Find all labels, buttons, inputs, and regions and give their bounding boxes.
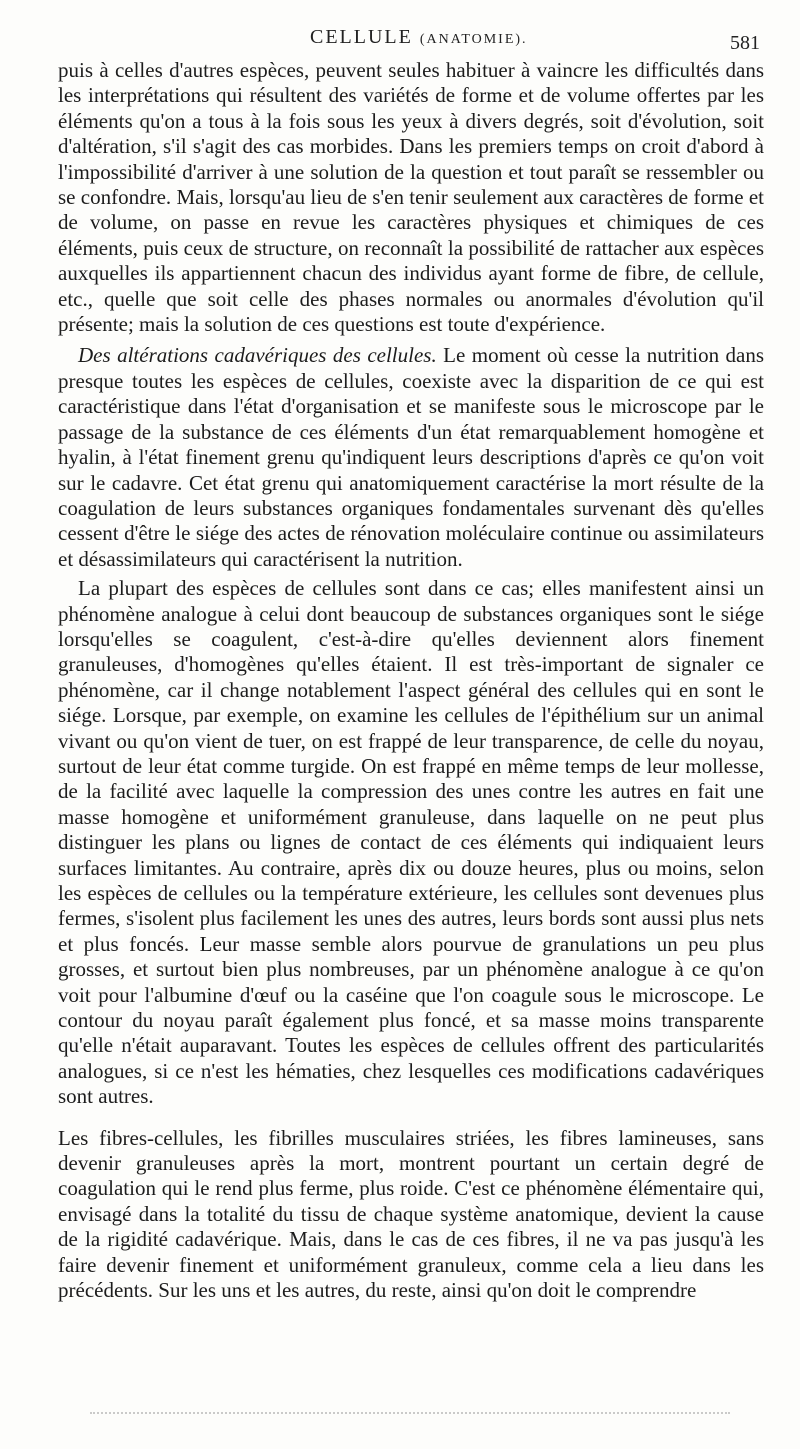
running-title <box>310 26 528 49</box>
page-header <box>60 26 760 56</box>
paragraph-fibres: Les fibres-cellules, les fibrilles musculaires striées, les fibres lamineuses, sans devenir granuleuses après la mort, montrent pourtant un certain degré de coagulation qui le rend plus ferme, plus roide. C'est ce phénomène élémentaire qui, envisagé dans la totalité du tissu de chaque système anatomique, devient la cause de la rigidité cadavérique. Mais, dans le cas de ces fibres, il ne va pas jusqu'à les faire devenir finement et uniformément granuleux, comme cela a lieu dans les précédents. Sur les uns et les autres, du reste, ainsi qu'on doit le comprendre <box>58 1125 764 1303</box>
page-number: 581 <box>730 32 760 54</box>
running-title-subtitle: (ANATOMIE). <box>419 32 528 47</box>
paragraph-cadaveric-alterations-text: Le moment où cesse la nutrition dans presque toutes les espèces de cellules, coexiste avec la disparition de ce qui est caractéristique dans l'état d'organisation et se manifeste sous le microscope par le passage de la substance de ces éléments d'un état remarquablement homogène et hyalin, à l'état finement grenu qu'indiquent leurs descriptions d'après ce qu'on voit sur le cadavre. Cet état grenu qui anatomiquement caractérise la mort résulte de la coagulation de leurs substances organiques fondamentales survenant dès qu'elles cessent d'être le siége des actes de rénovation moléculaire continue ou assimilateurs et désassimilateurs qui caractérisent la nutrition. <box>58 343 764 571</box>
section-lead-heading: Des altérations cadavériques des cellules. <box>78 343 437 368</box>
footer-scan-artifact <box>90 1412 730 1416</box>
paragraph-cell-species: La plupart des espèces de cellules sont dans ce cas; elles manifestent ainsi un phénomène analogue à celui dont beaucoup de substances organiques sont le siége lorsqu'elles se coagulent, c'est-à-dire qu'elles deviennent alors finement granuleuses, d'homogènes qu'elles étaient. Il est très-important de signaler ce phénomène, car il change notablement l'aspect général des cellules qui en sont le siége. Lorsque, par exemple, on examine les cellules de l'épithélium sur un animal vivant ou qu'on vient de tuer, on est frappé de leur transparence, de celle du noyau, surtout de leur état comme turgide. On est frappé en même temps de leur mollesse, de la facilité avec laquelle la compression des unes contre les autres en fait une masse homogène et uniformément granuleuse, dans laquelle on ne peut plus distinguer les plans ou lignes de contact de ces éléments qui indiquaient leurs surfaces limitantes. Au contraire, après dix ou douze heures, plus ou moins, selon les espèces de cellules ou la température extérieure, les cellules sont devenues plus fermes, s'isolent plus facilement les unes des autres, leurs bords sont aussi plus nets et plus foncés. Leur masse semble alors pourvue de granulations un peu plus grosses, et surtout bien plus nombreuses, par un phénomène analogue à ce qu'on voit pour l'albumine d'œuf ou la caséine que l'on coagule sous le microscope. Le contour du noyau paraît également plus foncé, et sa masse moins transparente qu'elle n'était auparavant. Toutes les espèces de cellules offrent des particularités analogues, si ce n'est les hématies, chez lesquelles ces modifications cadavériques sont autres. <box>58 576 764 1109</box>
body-text <box>58 58 764 1304</box>
paragraph-cadaveric-alterations <box>58 343 764 572</box>
paragraph-continuation: puis à celles d'autres espèces, peuvent seules habituer à vaincre les difficultés dans les interprétations qui résultent des variétés de forme et de volume offertes par les éléments qu'on a tous à la fois sous les yeux à divers degrés, soit d'évolution, soit d'altération, s'il s'agit des cas morbides. Dans les premiers temps on croit d'abord à l'impossibilité d'arriver à une solution de la question et tout paraît se ressembler ou se confondre. Mais, lorsqu'au lieu de s'en tenir seulement aux caractères de forme et de volume, on passe en revue les caractères physiques et chimiques de ces éléments, puis ceux de structure, on reconnaît la possibilité de rattacher aux espèces auxquelles ils appartiennent chacun des individus ayant forme de fibre, de cellule, etc., quelle que soit celle des phases normales ou anormales d'évolution qu'il présente; mais la solution de ces questions est toute d'expérience. <box>58 58 764 337</box>
running-title-main: CELLULE <box>310 26 413 48</box>
